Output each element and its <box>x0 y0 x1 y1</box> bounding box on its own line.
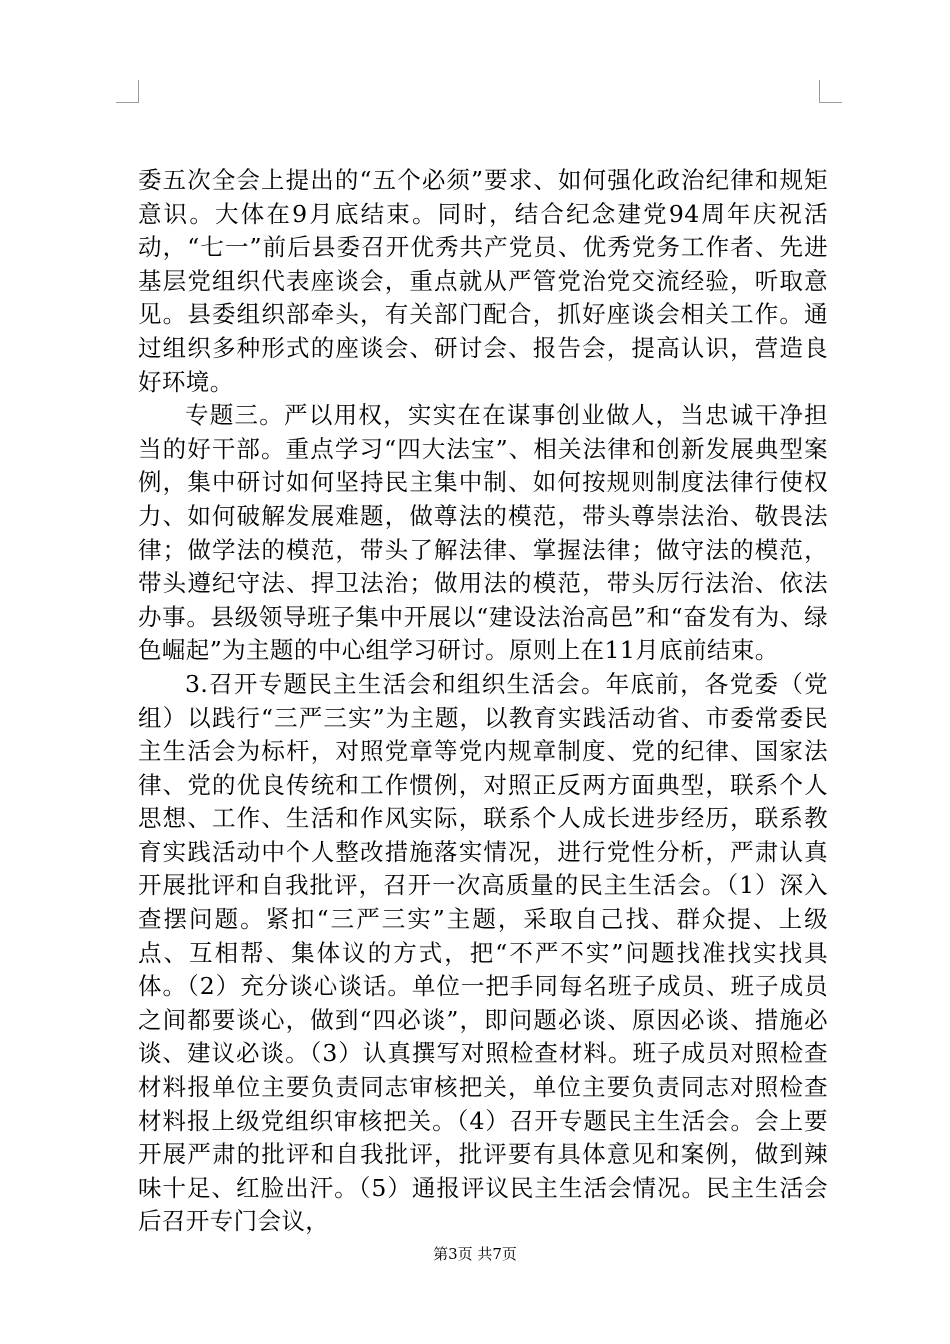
crop-mark-top-left <box>116 80 139 103</box>
paragraph-topic-three: 专题三。严以用权，实实在在谋事创业做人，当忠诚干净担当的好干部。重点学习“四大法宝”、相关法律和创新发展典型案例，集中研讨如何坚持民主集中制、如何按规则制度法律行使权力、如何破解发展难题，做尊法的模范，带头尊崇法治、敬畏法律；做学法的模范，带头了解法律、掌握法律；做守法的模范，带头遵纪守法、捍卫法治；做用法的模范，带头厉行法治、依法办事。县级领导班子集中开展以“建设法治高邑”和“奋发有为、绿色崛起”为主题的中心组学习研讨。原则上在11月底前结束。 <box>138 401 828 665</box>
page-footer: 第3页 共7页 <box>433 1245 517 1263</box>
paragraph-democratic-life-meeting: 3.召开专题民主生活会和组织生活会。年底前，各党委（党组）以践行“三严三实”为主题，以教育实践活动省、市委常委民主生活会为标杆，对照党章等党内规章制度、党的纪律、国家法律、党的优良传统和工作惯例，对照正反两方面典型，联系个人思想、工作、生活和作风实际，联系个人成长进步经历，联系教育实践活动中个人整改措施落实情况，进行党性分析，严肃认真开展批评和自我批评，召开一次高质量的民主生活会。（1）深入查摆问题。紧扣“三严三实”主题，采取自己找、群众提、上级点、互相帮、集体议的方式，把“不严不实”问题找准找实找具体。（2）充分谈心谈话。单位一把手同每名班子成员、班子成员之间都要谈心，做到“四必谈”，即问题必谈、原因必谈、措施必谈、建议必谈。（3）认真撰写对照检查材料。班子成员对照检查材料报单位主要负责同志审核把关，单位主要负责同志对照检查材料报上级党组织审核把关。（4）召开专题民主生活会。会上要开展严肃的批评和自我批评，批评要有具体意见和案例，做到辣味十足、红脸出汗。（5）通报评议民主生活会情况。民主生活会后召开专门会议， <box>138 669 828 1236</box>
paragraph-continuation: 委五次全会上提出的“五个必须”要求、如何强化政治纪律和规矩意识。大体在9月底结束。同时，结合纪念建党94周年庆祝活动，“七一”前后县委召开优秀共产党员、优秀党务工作者、先进基层党组织代表座谈会，重点就从严管党治党交流经验，听取意见。县委组织部牵头，有关部门配合，抓好座谈会相关工作。通过组织多种形式的座谈会、研讨会、报告会，提高认识，营造良好环境。 <box>138 166 828 396</box>
crop-mark-top-right <box>819 80 842 103</box>
document-body <box>138 164 828 1239</box>
